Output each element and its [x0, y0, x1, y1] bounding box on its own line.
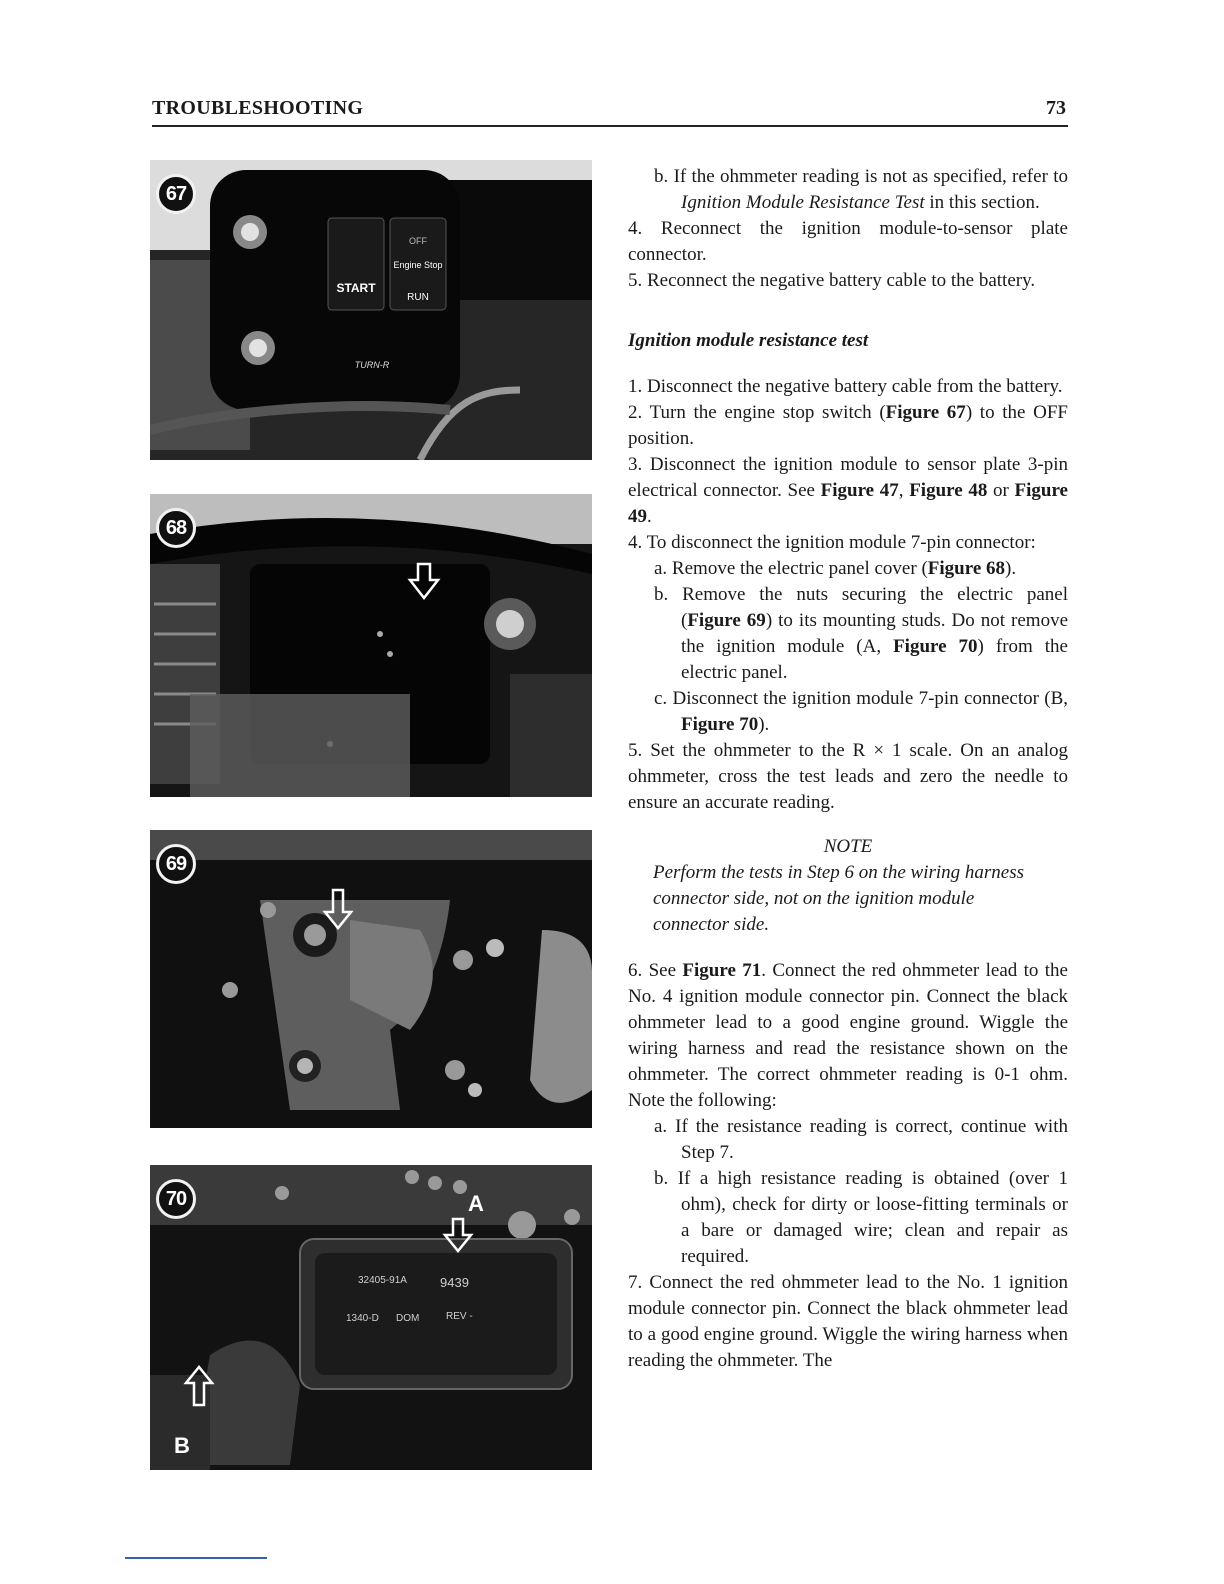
text-column — [628, 164, 1068, 1374]
page-header — [152, 97, 1068, 127]
step-4: 4. To disconnect the ignition module 7-pin connector: — [628, 532, 1036, 553]
start-switch-label: START — [336, 281, 376, 295]
figure-number-badge: 68 — [156, 508, 196, 548]
step-4b: b. Remove the nuts securing the electric panel (Figure 69) to its mounting studs. Do not remove the ignition module (A, Figure 70) from the electric panel. — [654, 584, 1068, 683]
section-heading: Ignition module resistance test — [628, 330, 869, 351]
engine-stop-switch-label: Engine Stop — [393, 260, 443, 270]
running-head: TROUBLESHOOTING — [152, 97, 364, 119]
note-body: Perform the tests in Step 6 on the wiring harness connector side, not on the ignition module connector side. — [653, 862, 1025, 935]
figure-68-photo — [150, 494, 592, 797]
figure-number-badge: 70 — [156, 1179, 196, 1219]
figure-number-badge: 67 — [156, 174, 196, 214]
off-switch-label: OFF — [409, 236, 427, 246]
step-2: 2. Turn the engine stop switch (Figure 67) to the OFF position. — [628, 402, 1068, 449]
module-part-number: 32405-91A — [358, 1275, 407, 1286]
figure-69-photo — [150, 830, 592, 1128]
footnote-rule — [125, 1557, 267, 1559]
module-code-rev: REV - — [446, 1311, 473, 1322]
handlebar-switch-illustration — [150, 160, 592, 460]
step-7: 7. Connect the red ohmmeter lead to the No. 1 ignition module connector pin. Connect the black ohmmeter lead to a good engine ground. Wiggle the wiring harness when reading the ohmmeter. The — [628, 1272, 1068, 1371]
figure-number-badge: 69 — [156, 844, 196, 884]
electric-panel-cover-illustration — [150, 494, 592, 797]
module-code-1340: 1340-D — [346, 1313, 379, 1324]
step-5: 5. Set the ohmmeter to the R × 1 scale. On an analog ohmmeter, cross the test leads and zero the needle to ensure an accurate reading. — [628, 740, 1068, 813]
ignition-module-illustration — [150, 1165, 592, 1470]
step-6b: b. If a high resistance reading is obtained (over 1 ohm), check for dirty or loose-fitting terminals or a bare or damaged wire; clean and repair as required. — [654, 1168, 1068, 1267]
callout-b-label: B — [174, 1433, 190, 1458]
step-4a: a. Remove the electric panel cover (Figure 68). — [654, 558, 1017, 579]
turn-switch-label: TURN-R — [354, 360, 390, 370]
callout-a-label: A — [468, 1191, 484, 1216]
step-4c: c. Disconnect the ignition module 7-pin connector (B, Figure 70). — [654, 688, 1068, 735]
step-4-reconnect: 4. Reconnect the ignition module-to-sensor plate connector. — [628, 218, 1068, 265]
note-title: NOTE — [823, 836, 873, 857]
step-1: 1. Disconnect the negative battery cable from the battery. — [628, 376, 1063, 397]
step-6a: a. If the resistance reading is correct, continue with Step 7. — [654, 1116, 1068, 1163]
page-number: 73 — [1046, 97, 1066, 119]
electric-panel-nuts-illustration — [150, 830, 592, 1128]
step-6: 6. See Figure 71. Connect the red ohmmeter lead to the No. 4 ignition module connector pin. Connect the black ohmmeter lead to a good engine ground. Wiggle the wiring harness and read the resistance shown on the ohmmeter. The correct ohmmeter reading is 0-1 ohm. Note the following: — [628, 960, 1068, 1111]
step-3b-continued: b. If the ohmmeter reading is not as specified, refer to Ignition Module Resistance Test in this section. — [654, 166, 1068, 213]
run-switch-label: RUN — [407, 292, 429, 303]
figure-67-photo — [150, 160, 592, 460]
module-date-code: 9439 — [440, 1275, 469, 1290]
module-code-dom: DOM — [396, 1313, 420, 1324]
step-5-reconnect: 5. Reconnect the negative battery cable to the battery. — [628, 270, 1036, 291]
step-3: 3. Disconnect the ignition module to sensor plate 3-pin electrical connector. See Figure 47, Figure 48 or Figure 49. — [628, 454, 1068, 527]
figure-70-photo — [150, 1165, 592, 1470]
